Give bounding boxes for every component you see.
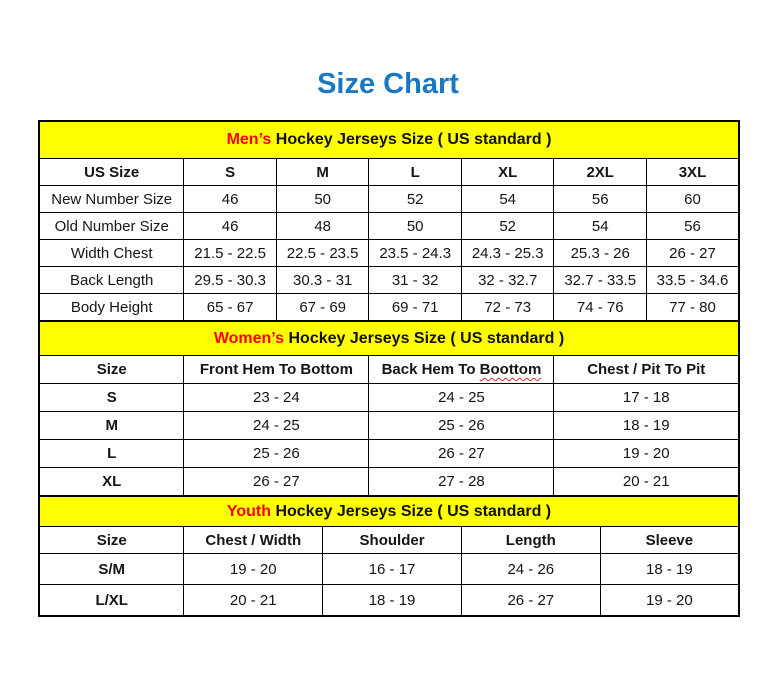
column-header-m: M <box>276 159 369 186</box>
youth-table-body <box>39 554 739 617</box>
value-cell: 20 - 21 <box>554 468 739 497</box>
row-label-cell: Body Height <box>39 294 184 322</box>
womens-size-table <box>38 320 740 497</box>
column-header-s: S <box>184 159 277 186</box>
row-label-cell: XL <box>39 468 184 497</box>
value-cell: 27 - 28 <box>369 468 554 497</box>
table-row <box>39 585 739 617</box>
youth-title-rest: Hockey Jerseys Size ( US standard ) <box>271 502 552 520</box>
column-header-length: Length <box>461 527 600 554</box>
value-cell: 46 <box>184 213 277 240</box>
value-cell: 25 - 26 <box>184 440 369 468</box>
value-cell: 32.7 - 33.5 <box>554 267 647 294</box>
value-cell: 22.5 - 23.5 <box>276 240 369 267</box>
misspelled-word: Boottom <box>479 361 542 378</box>
value-cell: 56 <box>646 213 739 240</box>
value-cell: 26 - 27 <box>646 240 739 267</box>
value-cell: 26 - 27 <box>461 585 600 617</box>
value-cell: 32 - 32.7 <box>461 267 554 294</box>
womens-title-accent: Women’s <box>213 329 285 347</box>
value-cell: 60 <box>646 186 739 213</box>
value-cell: 20 - 21 <box>184 585 323 617</box>
table-row <box>39 384 739 412</box>
youth-section-title <box>39 496 739 527</box>
value-cell: 33.5 - 34.6 <box>646 267 739 294</box>
womens-header-row <box>39 356 739 384</box>
mens-header-row <box>39 159 739 186</box>
column-header-chest-width: Chest / Width <box>184 527 323 554</box>
value-cell: 56 <box>554 186 647 213</box>
column-header-back-hem <box>369 356 554 384</box>
value-cell: 18 - 19 <box>600 554 739 585</box>
table-row <box>39 412 739 440</box>
row-label-cell: S/M <box>39 554 184 585</box>
table-row <box>39 267 739 294</box>
value-cell: 18 - 19 <box>554 412 739 440</box>
column-header-size: Size <box>39 356 184 384</box>
value-cell: 24 - 26 <box>461 554 600 585</box>
value-cell: 69 - 71 <box>369 294 462 322</box>
column-header-3xl: 3XL <box>646 159 739 186</box>
mens-section-banner <box>39 121 739 159</box>
value-cell: 48 <box>276 213 369 240</box>
row-label-cell: M <box>39 412 184 440</box>
womens-table-body <box>39 384 739 497</box>
table-row <box>39 554 739 585</box>
column-header-size: Size <box>39 527 184 554</box>
column-header-l: L <box>369 159 462 186</box>
value-cell: 26 - 27 <box>369 440 554 468</box>
youth-section-banner <box>39 496 739 527</box>
value-cell: 17 - 18 <box>554 384 739 412</box>
column-header-us-size: US Size <box>39 159 184 186</box>
mens-section-title <box>39 121 739 159</box>
table-row <box>39 294 739 322</box>
value-cell: 31 - 32 <box>369 267 462 294</box>
value-cell: 50 <box>276 186 369 213</box>
table-row <box>39 440 739 468</box>
value-cell: 24 - 25 <box>184 412 369 440</box>
value-cell: 23 - 24 <box>184 384 369 412</box>
column-header-2xl: 2XL <box>554 159 647 186</box>
value-cell: 19 - 20 <box>554 440 739 468</box>
womens-section-banner <box>39 321 739 356</box>
value-cell: 16 - 17 <box>323 554 462 585</box>
header-text: Back Hem To <box>381 361 480 378</box>
mens-size-table <box>38 120 740 322</box>
value-cell: 26 - 27 <box>184 468 369 497</box>
column-header-front-hem: Front Hem To Bottom <box>184 356 369 384</box>
value-cell: 77 - 80 <box>646 294 739 322</box>
row-label-cell: L/XL <box>39 585 184 617</box>
mens-title-rest: Hockey Jerseys Size ( US standard ) <box>271 131 552 148</box>
value-cell: 50 <box>369 213 462 240</box>
row-label-cell: New Number Size <box>39 186 184 213</box>
table-row <box>39 240 739 267</box>
value-cell: 25 - 26 <box>369 412 554 440</box>
table-row <box>39 468 739 497</box>
youth-title-accent: Youth <box>226 502 271 520</box>
column-header-xl: XL <box>461 159 554 186</box>
value-cell: 74 - 76 <box>554 294 647 322</box>
mens-title-accent: Men’s <box>226 131 272 148</box>
womens-title-rest: Hockey Jerseys Size ( US standard ) <box>284 329 565 347</box>
value-cell: 52 <box>461 213 554 240</box>
table-row <box>39 186 739 213</box>
value-cell: 19 - 20 <box>184 554 323 585</box>
value-cell: 67 - 69 <box>276 294 369 322</box>
youth-size-table <box>38 495 740 617</box>
value-cell: 72 - 73 <box>461 294 554 322</box>
value-cell: 52 <box>369 186 462 213</box>
value-cell: 25.3 - 26 <box>554 240 647 267</box>
row-label-cell: Width Chest <box>39 240 184 267</box>
womens-section-title <box>39 321 739 356</box>
youth-header-row <box>39 527 739 554</box>
value-cell: 46 <box>184 186 277 213</box>
column-header-chest-pit: Chest / Pit To Pit <box>554 356 739 384</box>
value-cell: 30.3 - 31 <box>276 267 369 294</box>
value-cell: 18 - 19 <box>323 585 462 617</box>
page-title: Size Chart <box>317 68 459 100</box>
row-label-cell: Old Number Size <box>39 213 184 240</box>
value-cell: 24 - 25 <box>369 384 554 412</box>
value-cell: 23.5 - 24.3 <box>369 240 462 267</box>
mens-table-body <box>39 186 739 322</box>
value-cell: 21.5 - 22.5 <box>184 240 277 267</box>
column-header-sleeve: Sleeve <box>600 527 739 554</box>
value-cell: 24.3 - 25.3 <box>461 240 554 267</box>
value-cell: 54 <box>554 213 647 240</box>
row-label-cell: Back Length <box>39 267 184 294</box>
value-cell: 29.5 - 30.3 <box>184 267 277 294</box>
column-header-shoulder: Shoulder <box>323 527 462 554</box>
value-cell: 19 - 20 <box>600 585 739 617</box>
table-row <box>39 213 739 240</box>
size-tables <box>38 120 740 617</box>
value-cell: 54 <box>461 186 554 213</box>
row-label-cell: L <box>39 440 184 468</box>
row-label-cell: S <box>39 384 184 412</box>
value-cell: 65 - 67 <box>184 294 277 322</box>
